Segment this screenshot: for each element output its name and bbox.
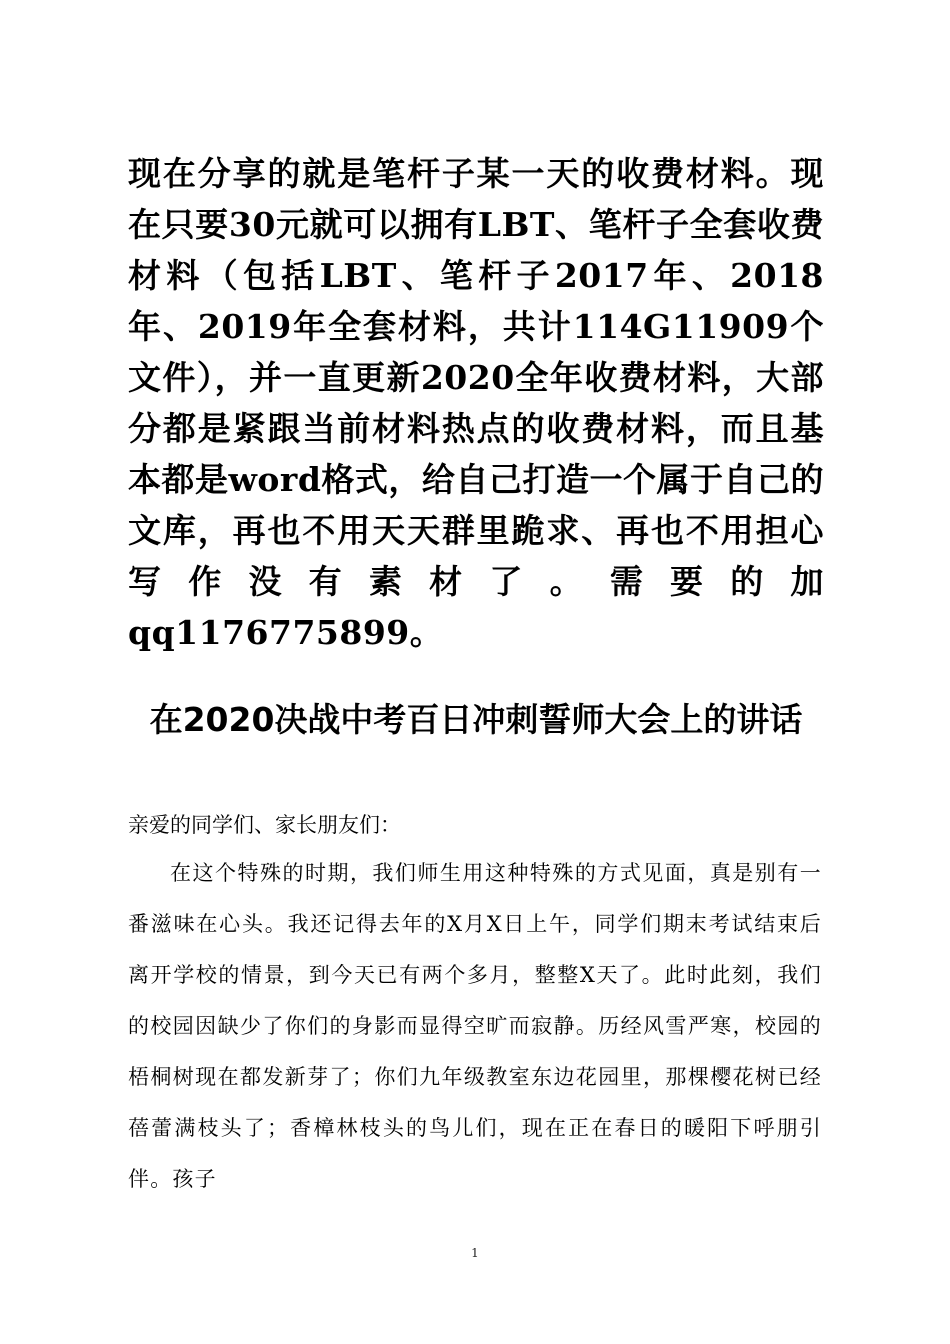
body-paragraph: 在这个特殊的时期，我们师生用这种特殊的方式见面，真是别有一番滋味在心头。我还记得去年的X月X日上午，同学们期末考试结束后离开学校的情景，到今天已有两个多月，整整X天了。此时此刻，我们的校园因缺少了你们的身影而显得空旷而寂静。历经风雪严寒，校园的梧桐树现在都发新芽了；你们九年级教室东边花园里，那棵樱花树已经蓓蕾满枝头了；香樟林枝头的鸟儿们，现在正在春日的暖阳下呼朋引伴。孩子 bbox=[128, 861, 822, 1191]
greeting-line: 亲爱的同学们、家长朋友们： bbox=[128, 813, 401, 837]
promo-paragraph: 现在分享的就是笔杆子某一天的收费材料。现在只要30元就可以拥有LBT、笔杆子全套收费材料（包括LBT、笔杆子2017年、2018年、2019年全套材料，共计114G11909个文件），并一直更新2020全年收费材料，大部分都是紧跟当前材料热点的收费材料，而且基本都是word格式，给自己打造一个属于自己的文库，再也不用天天群里跪求、再也不用担心写作没有素材了。需要的加qq1176775899。 bbox=[128, 154, 824, 652]
page-number: 1 bbox=[471, 1246, 479, 1260]
document-title: 在2020决战中考百日冲刺誓师大会上的讲话 bbox=[149, 700, 803, 739]
